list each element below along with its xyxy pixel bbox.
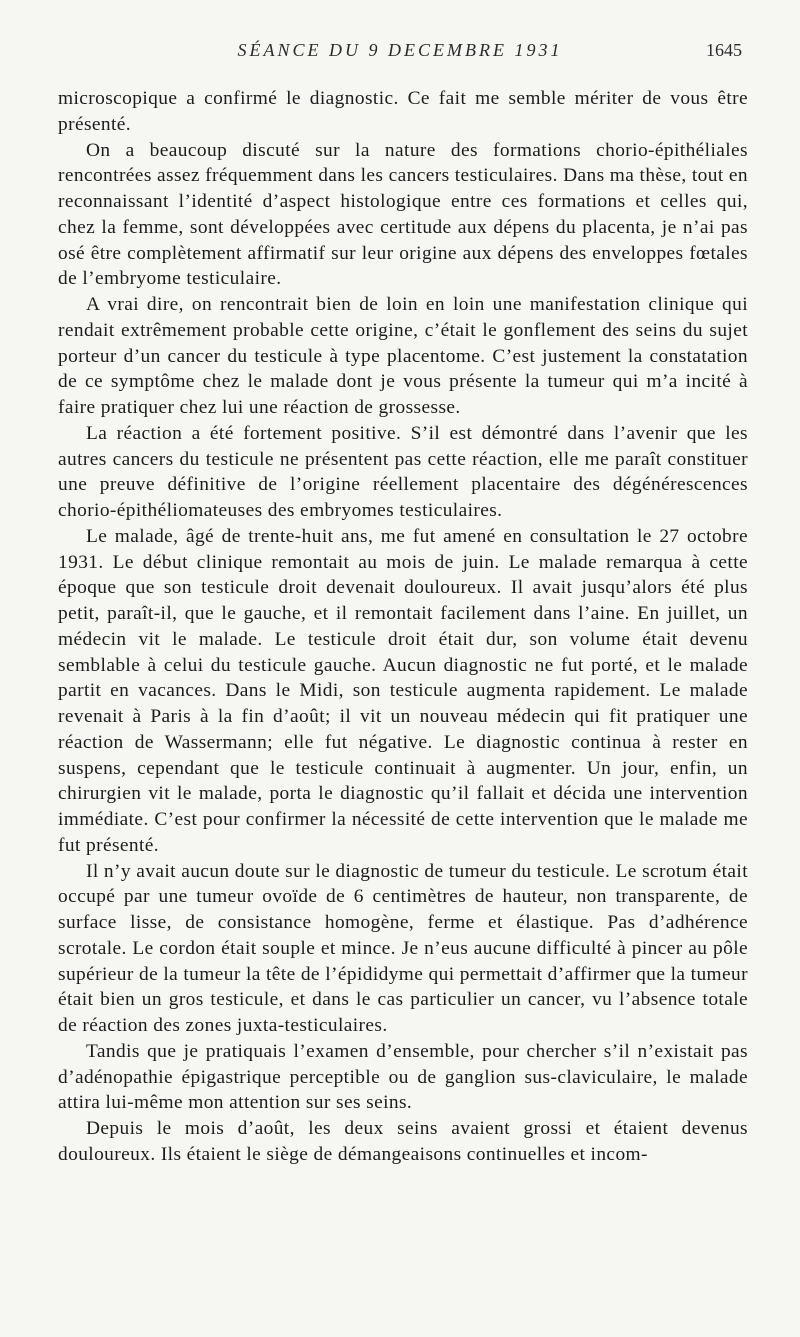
paragraph: La réaction a été fortement positive. S’il est démontré dans l’avenir que les autres cancers du testicule ne présentent pas cette réaction, elle me paraît constituer une preuve définitive de l’origine réellement placentaire des dégénérescences chorio-épithéliomateuses des embryomes testiculaires. <box>58 422 748 521</box>
paragraph-continuation: microscopique a confirmé le diagnostic. Ce fait me semble mériter de vous être présenté. <box>58 88 748 135</box>
running-head: SÉANCE DU 9 DECEMBRE 1931 <box>237 40 563 60</box>
paragraph: Le malade, âgé de trente-huit ans, me fut amené en consultation le 27 octobre 1931. Le début clinique remontait au mois de juin. Le malade remarqua à cette époque que son testicule droit devenait douloureux. Il avait jusqu’alors été plus petit, paraît-il, que le gauche, et il remontait facilement dans l’aine. En juillet, un médecin vit le malade. Le testicule droit était dur, son volume était devenu semblable à celui du testicule gauche. Aucun diagnostic ne fut porté, et le malade partit en vacances. Dans le Midi, son testicule augmenta rapidement. Le malade revenait à Paris à la fin d’août; il vit un nouveau médecin qui fit pratiquer une réaction de Wassermann; elle fut négative. Le diagnostic continua à rester en suspens, cependant que le testicule continuait à augmenter. Un jour, enfin, un chirurgien vit le malade, porta le diagnostic qu’il fallait et décida une intervention immédiate. C’est pour confirmer la nécessité de cette intervention que le malade me fut présenté. <box>58 525 748 856</box>
page-header <box>58 40 742 70</box>
paragraph: On a beaucoup discuté sur la nature des formations chorio-épithéliales rencontrées assez fréquemment dans les cancers testiculaires. Dans ma thèse, tout en reconnaissant l’identité d’aspect histologique entre ces formations et celles qui, chez la femme, sont développées avec certitude aux dépens du placenta, je n’ai pas osé être complètement affirmatif sur leur origine aux dépens des enveloppes fœtales de l’embryome testiculaire. <box>58 139 748 290</box>
paragraph: Depuis le mois d’août, les deux seins avaient grossi et étaient devenus douloureux. Ils étaient le siège de démangeaisons continuelles et incom- <box>58 1118 748 1165</box>
paragraph: Il n’y avait aucun doute sur le diagnostic de tumeur du testicule. Le scrotum était occupé par une tumeur ovoïde de 6 centimètres de hauteur, non transparente, de surface lisse, de consistance homogène, ferme et élastique. Pas d’adhérence scrotale. Le cordon était souple et mince. Je n’eus aucune difficulté à pincer au pôle supérieur de la tumeur la tête de l’épididyme qui permettait d’affirmer que la tumeur était bien un gros testicule, et dans le cas particulier un cancer, vu l’absence totale de réaction des zones juxta-testiculaires. <box>58 860 748 1036</box>
paragraph: Tandis que je pratiquais l’examen d’ensemble, pour chercher s’il n’existait pas d’adénopathie épigastrique perceptible ou de ganglion sus-claviculaire, le malade attira lui-même mon attention sur ses seins. <box>58 1040 748 1114</box>
body-text <box>58 86 748 1168</box>
paragraph: A vrai dire, on rencontrait bien de loin en loin une manifestation clinique qui rendait extrêmement probable cette origine, c’était le gonflement des seins du sujet porteur d’un cancer du testicule à type placentome. C’est justement la constatation de ce symptôme chez le malade dont je vous présente la tumeur qui m’a incité à faire pratiquer chez lui une réaction de grossesse. <box>58 294 748 418</box>
page-number: 1645 <box>706 40 742 60</box>
